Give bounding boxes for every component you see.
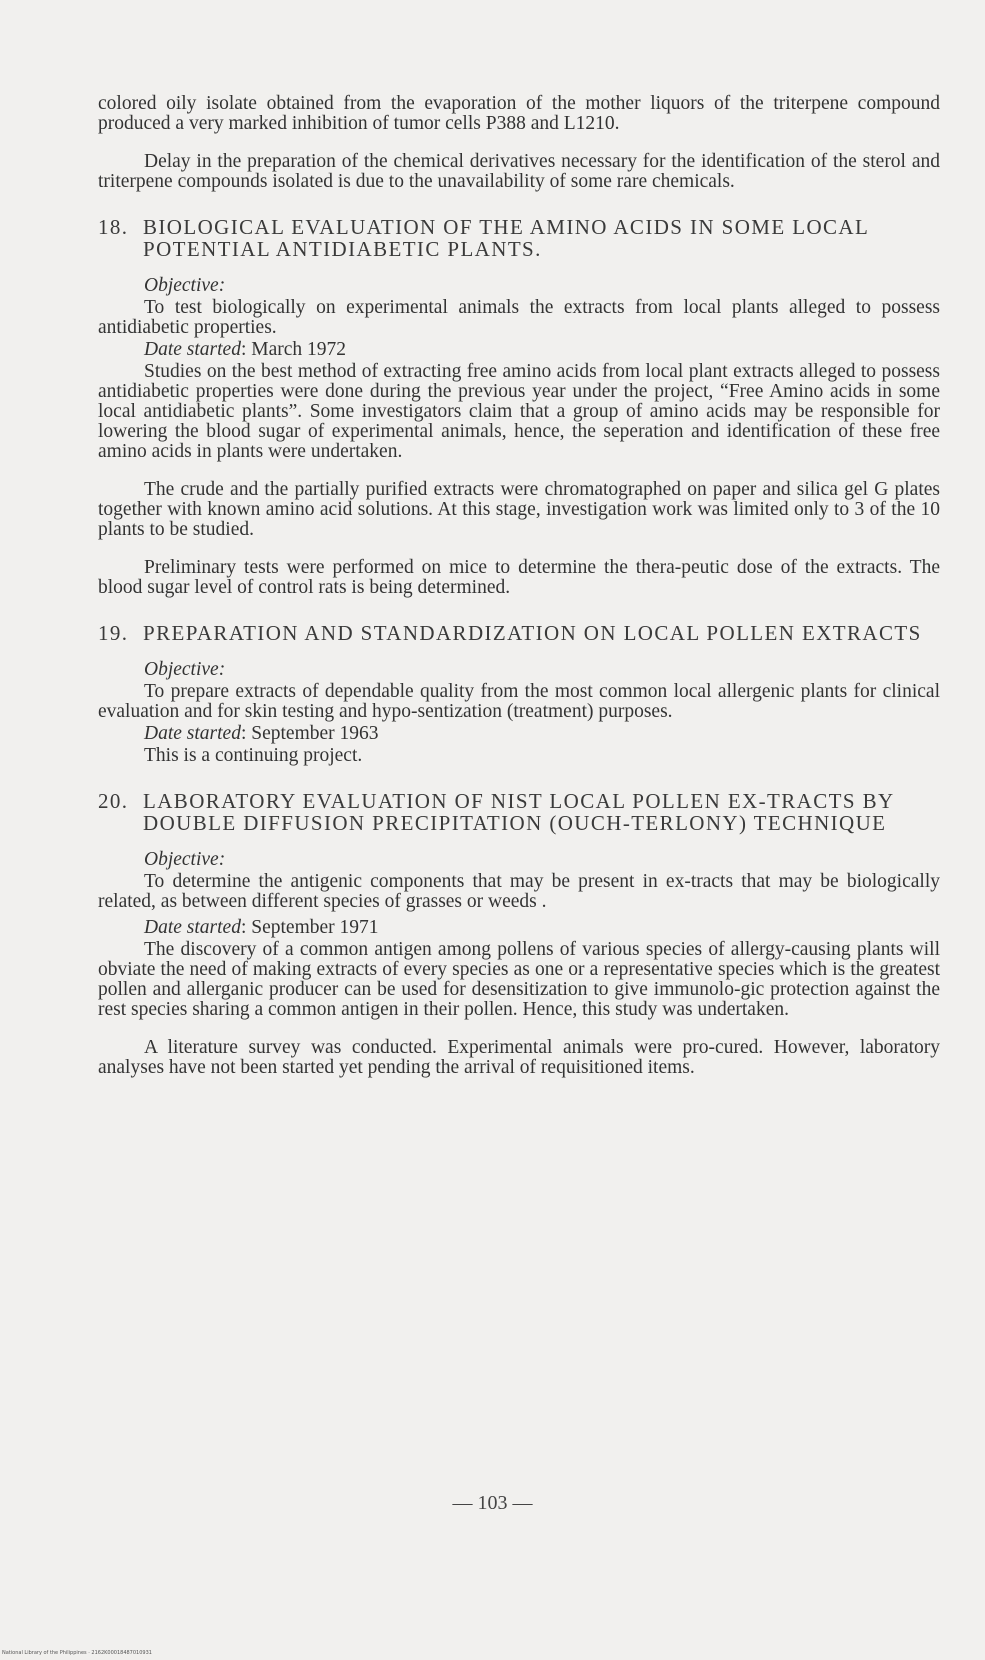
body-paragraph: The crude and the partially purified extracts were chromatographed on paper and silica gel G plates together with known amino acid solutions. At this stage, investigation work was limited only to 3 of the 10 plants to be studied. (98, 479, 940, 540)
section-title: BIOLOGICAL EVALUATION OF THE AMINO ACIDS IN SOME LOCAL POTENTIAL ANTIDIABETIC PLANTS. (143, 215, 869, 261)
section-title: LABORATORY EVALUATION OF NIST LOCAL POLLEN EX-TRACTS BY DOUBLE DIFFUSION PRECIPITATION (OUCH-TERLONY) TECHNIQUE (143, 789, 894, 835)
body-paragraph: This is a continuing project. (144, 745, 363, 766)
library-footer: National Library of the Philippines · 2162K00018487010931 (2, 1650, 152, 1656)
objective-label: Objective: (144, 659, 226, 680)
date-started: Date started: March 1972 (144, 339, 347, 360)
body-paragraph: Studies on the best method of extracting free amino acids from local plant extracts alleged to possess antidiabetic properties were done during the previous year under the project, “Free Amino acids in some local antidiabetic plants”. Some investigators claim that a group of amino acids may be responsible for lowering the blood sugar of experimental animals, hence, the seperation and identification of these free amino acids in plants were undertaken. (98, 361, 940, 462)
objective-label: Objective: (144, 849, 226, 870)
objective-label: Objective: (144, 275, 226, 296)
body-paragraph: Preliminary tests were performed on mice to determine the thera-peutic dose of the extracts. The blood sugar level of control rats is being determined. (98, 557, 940, 598)
body-paragraph: A literature survey was conducted. Experimental animals were pro-cured. However, laboratory analyses have not been started yet pending the arrival of requisitioned items. (98, 1037, 940, 1078)
date-started: Date started: September 1971 (144, 917, 379, 938)
date-started: Date started: September 1963 (144, 723, 379, 744)
section-19-heading (98, 622, 940, 644)
intro-paragraph-2: Delay in the preparation of the chemical derivatives necessary for the identification of the sterol and triterpene compounds isolated is due to the unavailability of some rare chemicals. (98, 151, 940, 192)
objective-text: To prepare extracts of dependable quality from the most common local allergenic plants for clinical evaluation and for skin testing and hypo-sentization (treatment) purposes. (98, 681, 940, 722)
section-number: 20. (98, 789, 129, 813)
intro-paragraph-1: colored oily isolate obtained from the evaporation of the mother liquors of the triterpene compound produced a very marked inhibition of tumor cells P388 and L1210. (98, 93, 940, 134)
section-20-heading (98, 790, 940, 834)
section-number: 19. (98, 621, 129, 645)
body-paragraph: The discovery of a common antigen among pollens of various species of allergy-causing plants will obviate the need of making extracts of every species as one or a representative species which is the greatest pollen and allerganic producer can be used for desensitization to give immunolo-gic protection against the rest species sharing a common antigen in their pollen. Hence, this study was undertaken. (98, 939, 940, 1020)
section-18-heading (98, 216, 940, 260)
page-number: — 103 — (452, 1492, 533, 1514)
section-title: PREPARATION AND STANDARDIZATION ON LOCAL POLLEN EXTRACTS (143, 621, 922, 645)
objective-text: To determine the antigenic components that may be present in ex-tracts that may be biologically related, as between different species of grasses or weeds . (98, 871, 940, 912)
section-number: 18. (98, 215, 129, 239)
document-body (98, 94, 940, 1078)
objective-text: To test biologically on experimental animals the extracts from local plants alleged to possess antidiabetic properties. (98, 297, 940, 338)
